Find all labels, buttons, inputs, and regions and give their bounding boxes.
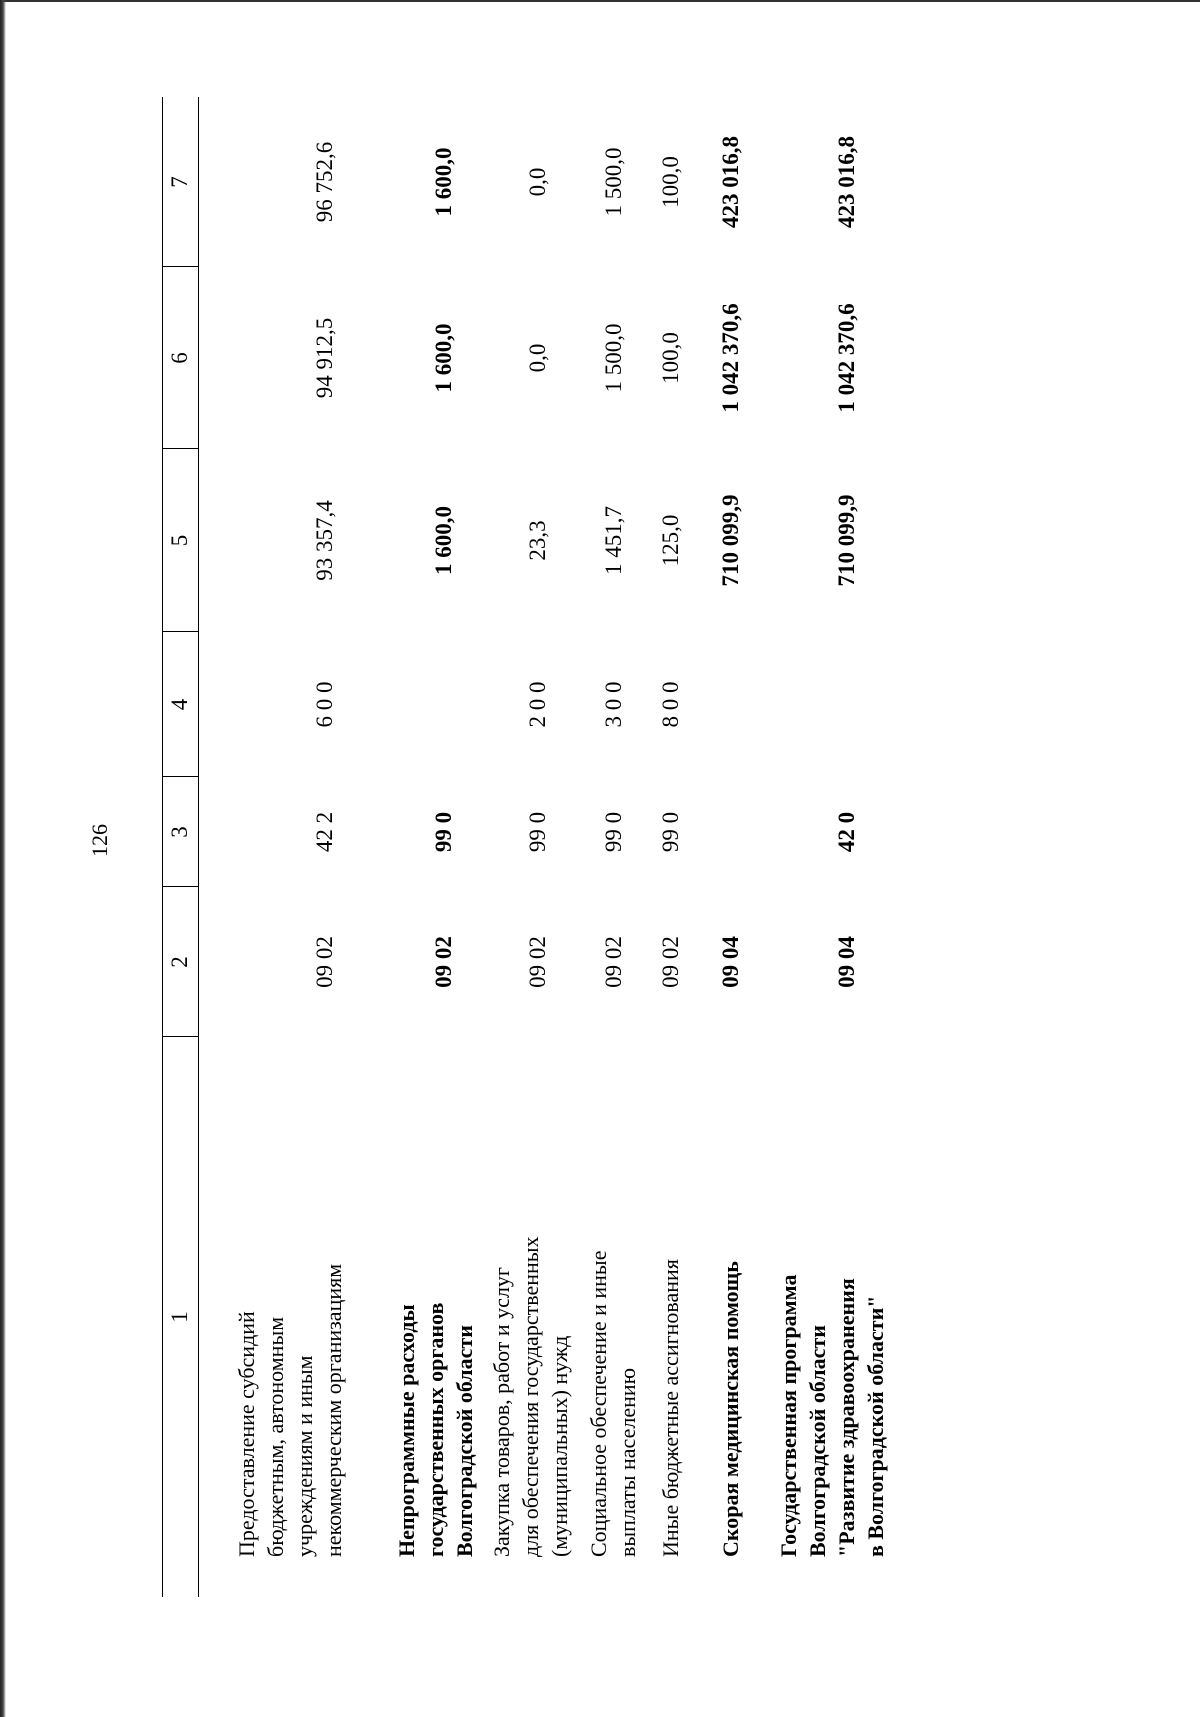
row-label-line: государственных органов xyxy=(423,1302,448,1557)
table-cell-col3: 99 0 xyxy=(431,811,456,853)
row-label-line: Непрограммные расходы xyxy=(394,1304,419,1557)
table-cell-col5: 23,3 xyxy=(525,520,550,561)
row-label-line: Государственная программа xyxy=(776,1274,801,1557)
table-cell-col7: 423 016,8 xyxy=(718,136,743,228)
table-cell-col5: 93 357,4 xyxy=(312,500,337,581)
table-cell-col6: 1 500,0 xyxy=(601,323,626,393)
row-label-line: Предоставление субсидий xyxy=(234,1311,259,1557)
budget-table xyxy=(162,97,922,1597)
table-cell-col6: 100,0 xyxy=(658,332,683,384)
table-cell-col7: 96 752,6 xyxy=(312,141,337,223)
row-label-line: "Развитие здравоохранения xyxy=(834,1278,859,1557)
table-cell-col6: 0,0 xyxy=(525,343,550,373)
table-cell-col5: 710 099,9 xyxy=(718,494,743,587)
table-cell-col4: 3 0 0 xyxy=(601,681,626,728)
row-label xyxy=(392,1177,479,1557)
row-label-line: Социальное обеспечение и иные xyxy=(586,1250,611,1557)
row-label xyxy=(487,1177,574,1557)
row-label-line: Волгоградской области xyxy=(452,1325,477,1557)
table-cell-col3: 42 2 xyxy=(312,811,337,853)
table-cell-col7: 1 600,0 xyxy=(431,147,456,217)
row-label-line: некоммерческим организациям xyxy=(321,1263,346,1557)
table-cell-col6: 1 600,0 xyxy=(431,323,456,393)
row-label xyxy=(774,1177,890,1557)
table-cell-col2: 09 02 xyxy=(312,936,337,988)
table-cell-col3: 99 0 xyxy=(525,811,550,853)
table-cell-col2: 09 02 xyxy=(525,936,550,988)
header-col-4: 4 xyxy=(167,698,192,711)
row-label-line: Скорая медицинская помощь xyxy=(718,1261,743,1557)
table-cell-col6: 94 912,5 xyxy=(312,317,337,399)
page-number: 126 xyxy=(87,824,112,857)
table-cell-col7: 0,0 xyxy=(525,167,550,197)
header-col-3: 3 xyxy=(167,826,192,838)
header-col-6: 6 xyxy=(167,352,192,364)
table-cell-col7: 423 016,8 xyxy=(834,136,859,228)
row-label xyxy=(232,1177,348,1557)
row-label-line: для обеспечения государственных xyxy=(518,1236,543,1557)
table-cell-col7: 1 500,0 xyxy=(601,147,626,217)
row-label-line: учреждениям и иным xyxy=(292,1355,317,1557)
row-label-line: выплаты населению xyxy=(615,1367,640,1557)
table-cell-col2: 09 02 xyxy=(431,936,456,988)
table-cell-col4: 6 0 0 xyxy=(312,681,337,728)
table-cell-col3: 99 0 xyxy=(601,811,626,853)
header-col-1: 1 xyxy=(167,1311,192,1323)
table-cell-col3: 42 0 xyxy=(834,811,859,853)
table-cell-col5: 125,0 xyxy=(658,514,683,567)
scan-edge-top xyxy=(0,0,1200,2)
row-label-line: Иные бюджетные ассигнования xyxy=(658,1259,683,1557)
table-cell-col6: 1 042 370,6 xyxy=(718,303,743,413)
row-label xyxy=(584,1177,642,1557)
table-cell-col6: 1 042 370,6 xyxy=(834,303,859,413)
row-label-line: в Волгоградской области" xyxy=(863,1295,888,1557)
row-label-line: Закупка товаров, работ и услуг xyxy=(489,1267,514,1557)
header-col-2: 2 xyxy=(167,956,192,968)
row-label xyxy=(716,1177,745,1557)
table-cell-col5: 1 600,0 xyxy=(431,506,456,575)
table-cell-col4: 2 0 0 xyxy=(525,681,550,728)
table-cell-col2: 09 02 xyxy=(601,936,626,988)
scan-edge-left xyxy=(0,0,6,1717)
row-label-line: Волгоградской области xyxy=(805,1325,830,1557)
table-cell-col5: 710 099,9 xyxy=(834,494,859,587)
table-cell-col4: 8 0 0 xyxy=(658,681,683,728)
table-cell-col2: 09 04 xyxy=(718,936,743,988)
header-col-5: 5 xyxy=(167,534,192,547)
row-label-line: бюджетным, автономным xyxy=(263,1316,288,1557)
table-cell-col7: 100,0 xyxy=(658,156,683,208)
table-cell-col2: 09 04 xyxy=(834,936,859,988)
header-col-7: 7 xyxy=(167,176,192,188)
row-label xyxy=(656,1177,685,1557)
row-label-line: (муниципальных) нужд xyxy=(547,1335,572,1557)
table-cell-col2: 09 02 xyxy=(658,936,683,988)
header-bottom-border xyxy=(198,97,199,1597)
table-cell-col5: 1 451,7 xyxy=(601,506,626,575)
table-cell-col3: 99 0 xyxy=(658,811,683,853)
